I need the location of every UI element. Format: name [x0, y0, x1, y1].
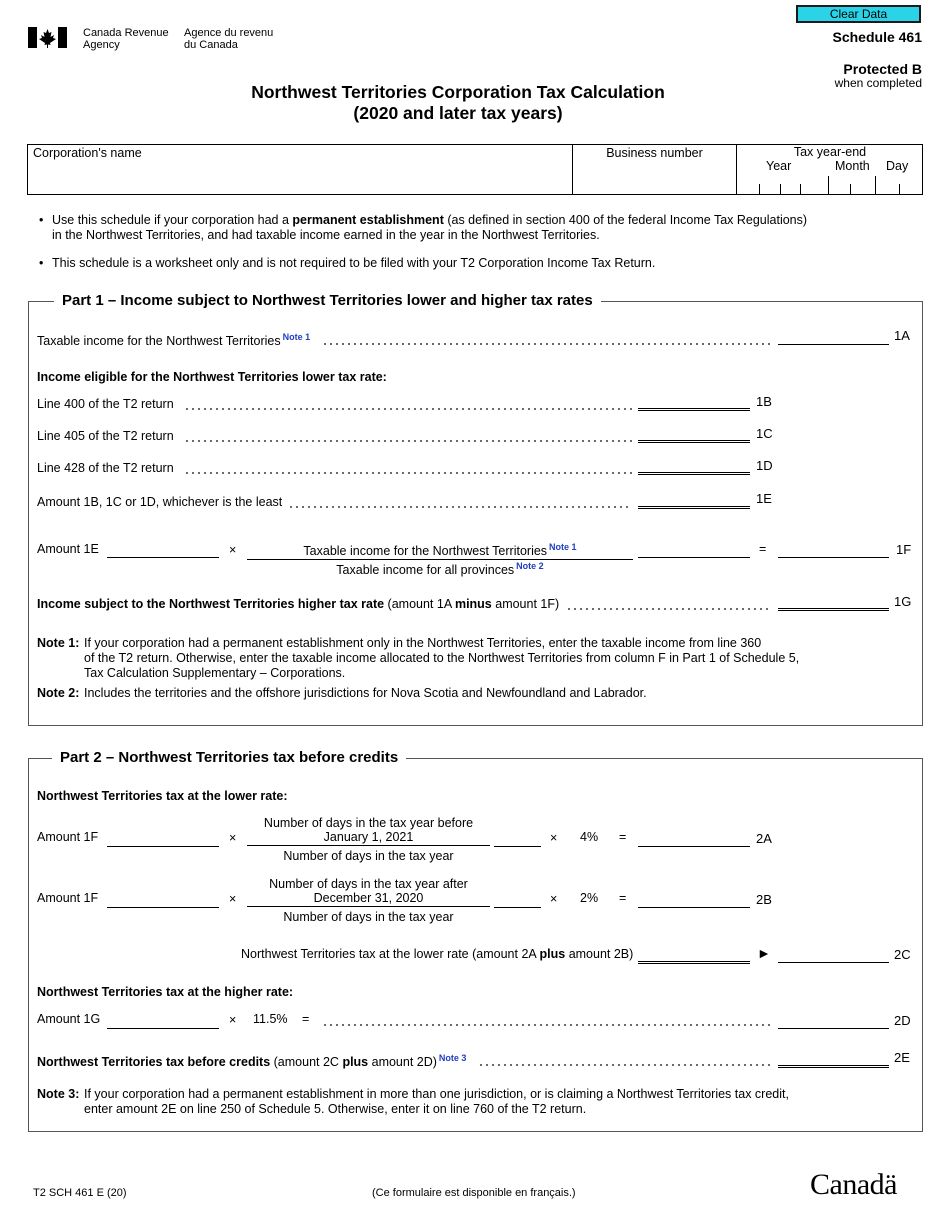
denominator-1f: Taxable income for all provinces $^{Note 2}$: [336, 561, 544, 578]
code-2c: 2C: [894, 947, 911, 962]
amount-2e-field[interactable]: [778, 1063, 889, 1068]
equals-sign: =: [619, 891, 627, 905]
agency-name-en: Canada Revenue Agency: [83, 27, 169, 51]
code-1a: 1A: [894, 328, 910, 343]
amount-1e-field[interactable]: [638, 504, 750, 509]
fraction-1f-input[interactable]: [638, 543, 750, 558]
amount-2d-field[interactable]: [778, 1014, 889, 1029]
amount-1d-field[interactable]: [638, 470, 750, 475]
form-code: T2 SCH 461 E (20): [33, 1187, 127, 1199]
code-2d: 2D: [894, 1013, 911, 1028]
agency-name-fr: Agence du revenu du Canada: [184, 27, 274, 51]
denominator-2b: Number of days in the tax year: [283, 910, 454, 924]
business-number-field[interactable]: [573, 145, 736, 194]
tax-year-end-field[interactable]: [750, 176, 920, 194]
times-sign: ×: [229, 1013, 237, 1027]
amount-1f-field[interactable]: [778, 543, 889, 558]
days-2b-input[interactable]: [494, 893, 541, 908]
tax-year-end-label: Tax year-end: [793, 145, 867, 159]
amount-1f-label-2a: Amount 1F: [37, 830, 99, 844]
french-availability-note: (Ce formulaire est disponible en français.): [372, 1187, 576, 1199]
line-1e-label: Amount 1B, 1C or 1D, whichever is the least: [37, 495, 283, 509]
canada-wordmark: Canadä: [810, 1168, 897, 1201]
times-sign: ×: [550, 831, 558, 845]
note1-link[interactable]: Note 1: [549, 542, 577, 552]
code-2b: 2B: [756, 892, 772, 907]
code-1f: 1F: [896, 542, 912, 557]
denominator-2a: Number of days in the tax year: [283, 849, 454, 863]
equals-sign: =: [619, 830, 627, 844]
amount-1f-label-2b: Amount 1F: [37, 891, 99, 905]
part1-title: Part 1 – Income subject to Northwest Territories lower and higher tax rates: [54, 292, 601, 309]
schedule-number: Schedule 461: [832, 29, 922, 45]
note2-label: Note 2:: [37, 686, 80, 700]
line-2e-label: Northwest Territories tax before credits (amount 2C plus amount 2D) $^{Note 3}$: [37, 1053, 467, 1070]
corporation-name-label: Corporation's name: [33, 146, 142, 160]
protected-label: Protected B: [843, 61, 922, 77]
amount-1c-field[interactable]: [638, 438, 750, 443]
amount-1a-field[interactable]: [778, 330, 889, 345]
clear-data-button[interactable]: Clear Data: [796, 5, 921, 23]
amount-2c-field[interactable]: [778, 948, 889, 963]
note1-link[interactable]: Note 1: [282, 332, 311, 342]
note1-text: If your corporation had a permanent establishment only in the Northwest Territories, enter the taxable income from line 360 of the T2 return. Otherwise, enter the taxable income allocated to the Northwest Territories from column F in Part 1 of Schedule 5, Tax Calculation Supplementary – Corporations.: [84, 636, 800, 680]
note3-label: Note 3:: [37, 1087, 80, 1101]
part2-box: [28, 758, 923, 1132]
numerator-1f: Taxable income for the Northwest Territories $^{Note 1}$: [247, 542, 633, 560]
note2-link[interactable]: Note 2: [516, 561, 544, 571]
amount-1e-label: Amount 1E: [37, 542, 99, 556]
higher-rate-heading: Northwest Territories tax at the higher rate:: [37, 985, 294, 999]
business-number-label: Business number: [606, 146, 703, 160]
canada-flag-icon: [28, 27, 67, 48]
code-1g: 1G: [894, 594, 912, 609]
amount-2b-field[interactable]: [638, 893, 750, 908]
rate-2d: 11.5%: [253, 1012, 288, 1026]
note2-text: Includes the territories and the offshore jurisdictions for Nova Scotia and Newfoundland and Labrador.: [84, 686, 647, 700]
times-sign: ×: [229, 543, 237, 557]
line-1a-label: Taxable income for the Northwest Territories $^{Note 1}$: [37, 332, 311, 349]
subtotal-2c-field[interactable]: [638, 959, 750, 964]
line-2c-label: Northwest Territories tax at the lower rate (amount 2A plus amount 2B): [241, 947, 634, 961]
day-label: Day: [886, 159, 909, 173]
times-sign: ×: [550, 892, 558, 906]
note1-label: Note 1:: [37, 636, 80, 650]
amount-1f-input-2b[interactable]: [107, 893, 219, 908]
instruction-bullet-2: • This schedule is a worksheet only and is not required to be filed with your T2 Corporation Income Tax Return.: [52, 256, 912, 271]
code-1e: 1E: [756, 491, 772, 506]
amount-1b-field[interactable]: [638, 406, 750, 411]
equals-sign: =: [302, 1012, 310, 1026]
amount-1g-label: Amount 1G: [37, 1012, 101, 1026]
days-2a-input[interactable]: [494, 832, 541, 847]
lower-rate-heading: Northwest Territories tax at the lower rate:: [37, 789, 288, 803]
month-label: Month: [835, 159, 870, 173]
equals-sign: =: [759, 542, 767, 556]
page-title: Northwest Territories Corporation Tax Calculation (2020 and later tax years): [251, 82, 665, 123]
year-label: Year: [766, 159, 792, 173]
numerator-2a: Number of days in the tax year before January 1, 2021: [247, 816, 490, 846]
line-1b-label: Line 400 of the T2 return: [37, 397, 174, 411]
line-1c-label: Line 405 of the T2 return: [37, 429, 174, 443]
note3-text: If your corporation had a permanent establishment in more than one jurisdiction, or is claiming a Northwest Territories tax credit, enter amount 2E on line 250 of Schedule 5. Otherwise, enter it on line 760 of the T2 return.: [84, 1087, 789, 1116]
arrow-icon: ►: [757, 945, 771, 961]
amount-2a-field[interactable]: [638, 832, 750, 847]
rate-2a: 4%: [580, 830, 599, 844]
code-1c: 1C: [756, 426, 773, 441]
line-1d-label: Line 428 of the T2 return: [37, 461, 174, 475]
amount-1e-input[interactable]: [107, 543, 219, 558]
part2-title: Part 2 – Northwest Territories tax before credits: [52, 749, 406, 766]
code-2a: 2A: [756, 831, 772, 846]
instruction-bullet-1: • Use this schedule if your corporation had a permanent establishment (as defined in section 400 of the federal Income Tax Regulations) in the Northwest Territories, and had taxable income earned in the year in the Northwest Territories.: [52, 213, 912, 243]
code-2e: 2E: [894, 1050, 910, 1065]
times-sign: ×: [229, 831, 237, 845]
rate-2b: 2%: [580, 891, 599, 905]
code-1d: 1D: [756, 458, 773, 473]
protected-sublabel: when completed: [834, 76, 922, 90]
amount-1g-field[interactable]: [778, 606, 889, 611]
eligible-heading: Income eligible for the Northwest Territories lower tax rate:: [37, 370, 387, 384]
amount-1f-input-2a[interactable]: [107, 832, 219, 847]
corporation-name-field[interactable]: [28, 145, 572, 194]
line-1g-label: Income subject to the Northwest Territories higher tax rate (amount 1A minus amount 1F): [37, 597, 560, 611]
note3-link[interactable]: Note 3: [438, 1053, 467, 1063]
amount-1g-input[interactable]: [107, 1014, 219, 1029]
code-1b: 1B: [756, 394, 772, 409]
numerator-2b: Number of days in the tax year after December 31, 2020: [247, 877, 490, 907]
times-sign: ×: [229, 892, 237, 906]
